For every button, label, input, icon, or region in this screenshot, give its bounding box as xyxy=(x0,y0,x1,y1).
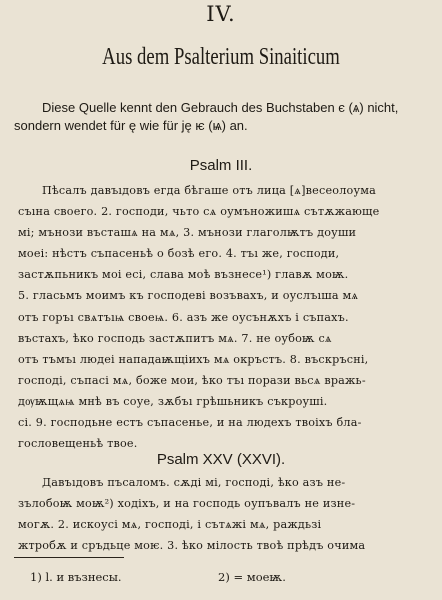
text-line: дѹѭщѧѩ мнѣ въ соуе, зѫбъı грѣшьникъ съкроуші. xyxy=(18,394,328,408)
psalm-25-heading: Psalm XXV (XXVI). xyxy=(156,451,286,468)
page-title: Aus dem Psalterium Sinaiticum xyxy=(102,44,340,70)
text-line: застѫпьникъ моі есі, слава моѣ възнесе¹) главѫ моѭ. xyxy=(18,268,349,282)
text-line: моеі: нѣстъ съпасеньѣ о бозѣ его. 4. тъı же, господи, xyxy=(18,247,340,261)
footnote-divider xyxy=(14,557,124,558)
text-line: мі; мънози въсташѧ на мѧ, 3. мънози глаголѭтъ доуши xyxy=(18,226,357,240)
text-line: отъ тъмъı людеі нападаѭщіихъ мѧ окръстъ. 8. въскръсні, xyxy=(18,352,369,366)
psalm-25-text xyxy=(18,472,432,556)
text-line: отъ горъı свѧтъıѩ своеѩ. 6. азъ же оусънѫхъ і съпахъ. xyxy=(18,310,349,324)
intro-paragraph xyxy=(14,99,434,135)
footnote-1: 1) l. и възнесы. xyxy=(30,570,122,584)
text-line: Пѣсалъ давъıдовъ егда бѣгаше отъ лица [ѧ]весеолоума xyxy=(42,184,377,197)
text-line: жтробѫ и сръдьце моѥ. 3. ѣко мілость твоѣ прѣдъ очима xyxy=(18,539,366,553)
psalm-3-text xyxy=(18,180,432,454)
psalm-3-heading: Psalm III. xyxy=(189,157,253,174)
text-line: въстахъ, ѣко господь застѫпитъ мѧ. 7. не оубоѭ сѧ xyxy=(18,331,332,345)
intro-line: Diese Quelle kennt den Gebrauch des Buchstaben є (ѧ) nicht, xyxy=(42,100,399,115)
text-line: сі. 9. господьне естъ съпасенье, и на людехъ твоіхъ бла- xyxy=(18,416,362,430)
intro-line: sondern wendet für ę wie für ję ѥ (ѩ) an. xyxy=(14,118,248,133)
text-line: господі, съпасі мѧ, боже мои, ѣко тъı порази вьсѧ вражь- xyxy=(18,373,366,387)
footnote-2: 2) = моеѭ. xyxy=(218,570,286,584)
text-line: гословещеньѣ твое. xyxy=(18,437,138,451)
text-line: съıна своего. 2. господи, чьто сѧ оумъножишѧ сътѫжающе xyxy=(18,205,380,219)
section-numeral: IV. xyxy=(206,2,236,26)
text-line: Давъıдовъ пъсаломъ. сѫді мі, господі, ѣко азъ не- xyxy=(42,476,346,489)
text-line: могѫ. 2. искоусі мѧ, господі, і сътѧжі мѧ, раждьзі xyxy=(18,518,322,532)
text-line: зълобоѭ моѭ²) ходіхъ, и на господь оупъвалъ не изне- xyxy=(18,497,356,511)
text-line: 5. гласьмъ моимъ къ господеві возъвахъ, и оуслъıша мѧ xyxy=(18,289,359,303)
